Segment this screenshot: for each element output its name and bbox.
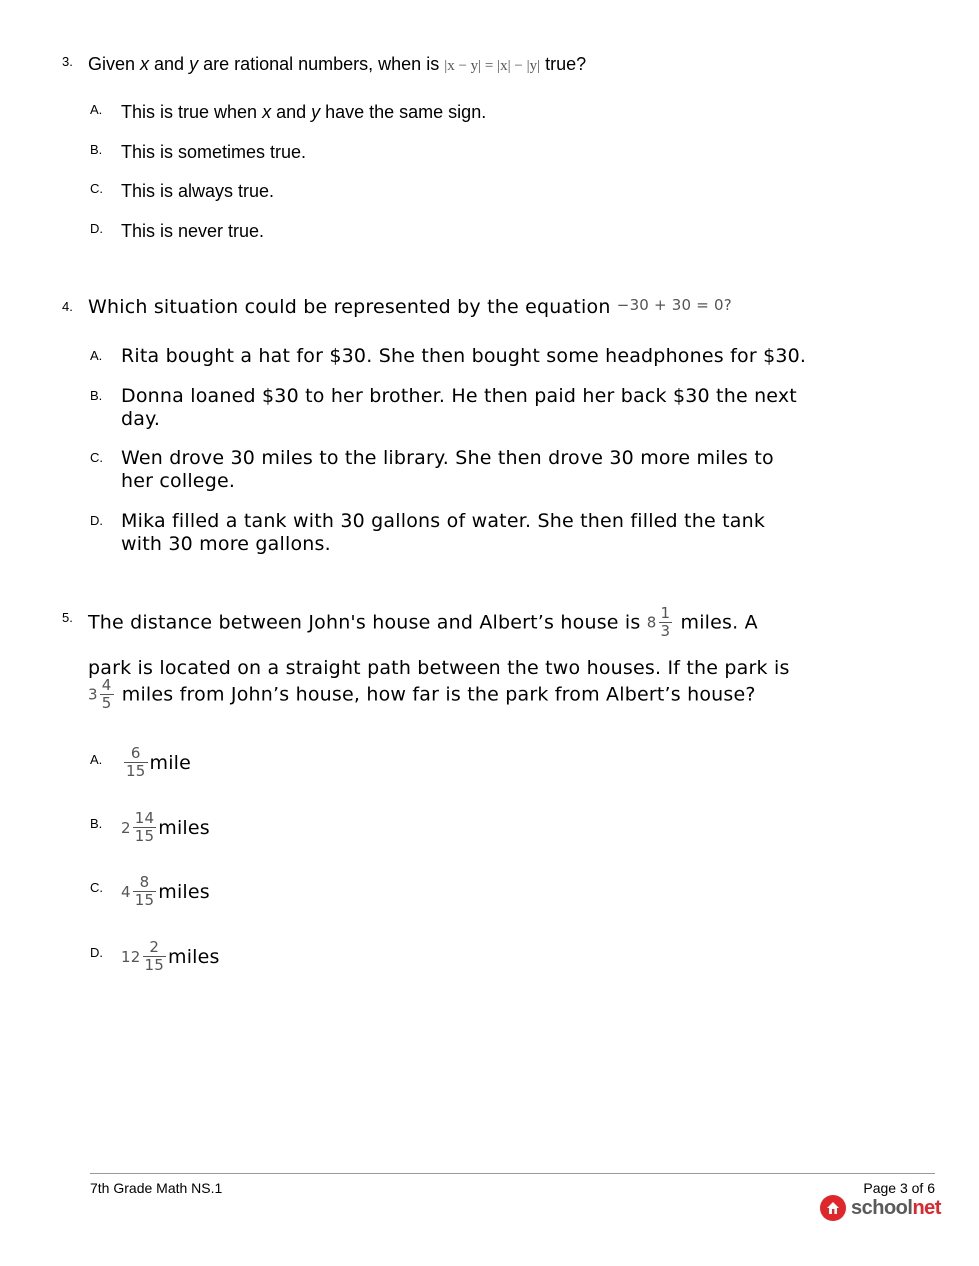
question-number: 4. [62, 299, 73, 314]
question-4-stem [88, 296, 732, 318]
mixed-whole: 3 [88, 685, 98, 704]
option-d[interactable]: This is never true. [121, 221, 265, 241]
expr-part: − [510, 58, 527, 74]
expr-part: = [481, 58, 498, 74]
denominator: 15 [134, 827, 155, 845]
numerator: 14 [134, 809, 155, 827]
unit: mile [149, 751, 192, 774]
question-5-line-2: park is located on a straight path between the two houses. If the park is [88, 657, 790, 679]
fraction [100, 677, 114, 712]
expr-part: |x| [497, 58, 511, 74]
option-letter[interactable]: D. [90, 945, 103, 960]
option-letter[interactable]: C. [90, 880, 103, 895]
question-5-line-1 [88, 605, 758, 640]
option-d[interactable] [121, 510, 765, 556]
option-text: her college. [121, 470, 236, 492]
denominator: 5 [101, 694, 112, 712]
mixed-whole: 2 [121, 818, 131, 837]
option-b[interactable] [121, 810, 210, 845]
stem-text: Given [88, 54, 141, 74]
option-letter[interactable]: D. [90, 513, 103, 528]
numerator: 1 [660, 604, 671, 622]
expr-part: |x − y| [444, 58, 482, 74]
fraction [659, 605, 673, 640]
var-y: y [189, 54, 199, 74]
expr-part: |y| [526, 58, 541, 74]
option-c[interactable] [121, 447, 774, 493]
option-a[interactable] [122, 745, 191, 780]
question-number: 3. [62, 54, 73, 69]
option-letter[interactable]: A. [90, 348, 103, 363]
logo-house-icon [820, 1195, 846, 1221]
option-b[interactable]: This is sometimes true. [121, 142, 307, 162]
denominator: 15 [126, 762, 146, 780]
fraction [124, 745, 148, 780]
option-letter[interactable]: C. [90, 450, 103, 465]
stem-text: miles. A [674, 611, 758, 634]
option-b[interactable] [121, 385, 797, 431]
question-number: 5. [62, 610, 73, 625]
question-5-line-3 [88, 677, 756, 712]
logo-text-school: school [851, 1196, 913, 1219]
unit: miles [158, 816, 210, 839]
fraction [143, 939, 167, 974]
fraction [133, 874, 157, 909]
denominator: 15 [144, 956, 164, 974]
option-letter[interactable]: A. [90, 752, 103, 767]
var-x: x [140, 54, 150, 74]
stem-text: and [149, 54, 190, 74]
mixed-whole: 8 [646, 613, 657, 632]
option-text: with 30 more gallons. [121, 533, 331, 555]
option-text: day. [121, 408, 161, 430]
math-expression [444, 58, 540, 74]
footer-divider [90, 1173, 935, 1174]
numerator: 6 [130, 744, 141, 762]
denominator: 3 [660, 622, 671, 640]
house-icon [826, 1201, 840, 1215]
option-c[interactable] [121, 874, 210, 909]
footer-page-number: Page 3 of 6 [863, 1180, 935, 1196]
option-a[interactable] [121, 102, 486, 123]
unit: miles [168, 945, 220, 968]
equation: −30 + 30 = 0? [616, 296, 732, 314]
option-text: Wen drove 30 miles to the library. She then drove 30 more miles to [121, 447, 774, 469]
option-letter[interactable]: B. [90, 388, 103, 403]
option-letter[interactable]: D. [90, 221, 103, 236]
logo-wordmark [851, 1197, 941, 1220]
schoolnet-logo [820, 1195, 941, 1221]
option-text: Donna loaned $30 to her brother. He then paid her back $30 the next [121, 385, 797, 407]
option-letter[interactable]: B. [90, 142, 103, 157]
numerator: 8 [139, 873, 150, 891]
numerator: 4 [101, 676, 112, 694]
footer-course: 7th Grade Math NS.1 [90, 1180, 223, 1196]
numerator: 2 [149, 938, 160, 956]
option-letter[interactable]: A. [90, 102, 103, 117]
option-text: have the same sign. [320, 102, 487, 122]
option-a[interactable]: Rita bought a hat for $30. She then bought some headphones for $30. [121, 345, 807, 367]
option-d[interactable] [121, 939, 220, 974]
option-text: Mika filled a tank with 30 gallons of water. She then filled the tank [121, 510, 766, 532]
var-y: y [311, 102, 321, 122]
option-text: This is true when [121, 102, 263, 122]
question-3-stem [88, 54, 586, 75]
option-c[interactable]: This is always true. [121, 181, 275, 201]
stem-text: miles from John’s house, how far is the park from Albert’s house? [115, 683, 756, 706]
fraction [133, 810, 157, 845]
stem-text: Which situation could be represented by the equation [88, 296, 617, 318]
mixed-whole: 12 [121, 947, 141, 966]
option-text: and [271, 102, 312, 122]
var-x: x [262, 102, 272, 122]
unit: miles [158, 880, 210, 903]
option-letter[interactable]: C. [90, 181, 103, 196]
stem-text: true? [540, 54, 587, 74]
stem-text: are rational numbers, when is [198, 54, 445, 74]
option-letter[interactable]: B. [90, 816, 103, 831]
mixed-whole: 4 [121, 882, 131, 901]
denominator: 15 [134, 891, 155, 909]
stem-text: The distance between John's house and Albert’s house is [88, 611, 647, 634]
logo-text-net: net [912, 1196, 941, 1219]
